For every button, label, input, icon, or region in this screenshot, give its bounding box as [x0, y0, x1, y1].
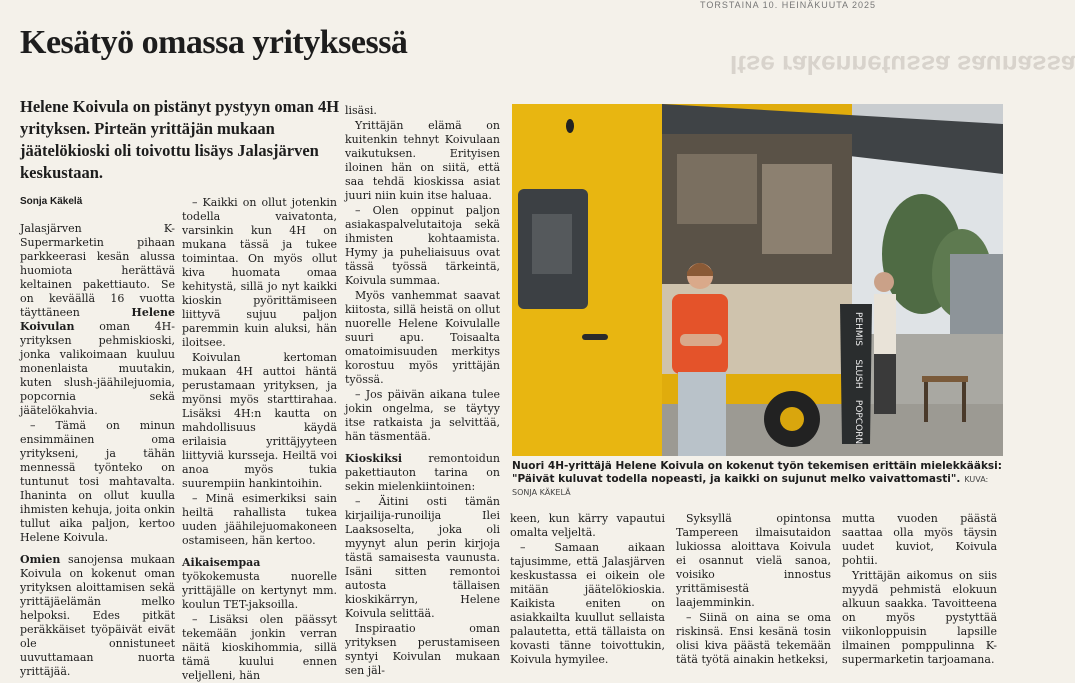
- article-headline: Kesätyö omassa yrityksessä: [20, 24, 408, 61]
- paragraph: Jalasjärven K-Supermarketin pihaan parkkeerasi kesän alussa huomiota herättävä keltainen pakettiauto. Se on keväällä 16 vuotta täyttäneen Helene Koivulan oman 4H-yrityksen pehmiskioski, jonka valikoimaan kuuluu monenlaista muutakin, kuten slush-jäähilejuomia, popcornia sekä jäätelökahvia.: [20, 222, 175, 417]
- article-byline: Sonja Käkelä: [20, 196, 83, 207]
- paragraph: Yrittäjän elämä on kuitenkin tehnyt Koivulaan vaikutuksen. Erityisen iloinen hän on siitä, että saa tehdä kioskissa asiat juuri niin kuin itse haluaa.: [345, 119, 500, 202]
- paragraph: Yrittäjän aikomus on siis myydä pehmistä elokuun alkuun saakka. Tavoitteena on myös pystyttää viikonloppuisin lapsille ilmainen pomppulinna K-supermarketin tarjoamana.: [842, 569, 997, 666]
- paragraph: Omien sanojensa mukaan Koivula on kokenut oman yrityksen aloittamisen sekä yrittäjäelämän melko helpoksi. Edes pitkät peräkkäiset työpäivät eivät ole onnistuneet uuvuttamaan nuorta yrittäjää.: [20, 553, 175, 678]
- paragraph: – Lisäksi olen päässyt tekemään jonkin verran näitä kioskihommia, sillä tämä kuului ennen veljelleni, hän: [182, 613, 337, 682]
- bleed-through-heading: Itse rakennetussa saunassa: [730, 50, 1075, 80]
- paragraph: Myös vanhemmat saavat kiitosta, sillä heistä on ollut nuorelle Helene Koivulalle suuri apu. Toisaalta omatoimisuuden merkitys korostuu myös yrittäjän työssä.: [345, 289, 500, 386]
- paragraph: Kioskiksi remontoidun pakettiauton tarina on sekin mielenkiintoinen:: [345, 452, 500, 493]
- article-photo: [512, 104, 1003, 456]
- paragraph: – Siinä on aina se oma riskinsä. Ensi kesänä tosin olisi kiva päästä tekemään tätä työtä ainakin hetkeksi,: [676, 611, 831, 666]
- article-column-6: [842, 512, 997, 666]
- article-column-3: [345, 104, 500, 677]
- paragraph: keen, kun kärry vapautui omalta veljeltä.: [510, 512, 665, 539]
- sign-text: PEHMIS: [853, 311, 863, 347]
- paragraph: – Jos päivän aikana tulee jokin ongelma, se täytyy itse ratkaista ja selvittää, hän täsmentää.: [345, 388, 500, 443]
- sign-text: SLUSH: [853, 359, 863, 389]
- paragraph: Syksyllä opintonsa Tampereen ilmaisutaidon lukiossa aloittava Koivula ei osannut vielä sanoa, voisiko innostus yrittämisestä laajemminkin.: [676, 512, 831, 609]
- article-column-4: [510, 512, 665, 666]
- article-column-2: [182, 196, 337, 682]
- paragraph: – Olen oppinut paljon asiakaspalvelutaitoja sekä ihmisten kohtaamista. Hymy ja puheliaisuus ovat tässä työssä tärkeintä, Koivula summaa.: [345, 204, 500, 287]
- food-truck-illustration: [512, 104, 1003, 456]
- photo-caption: Nuori 4H-yrittäjä Helene Koivula on kokenut työn tekemisen erittäin mielekkääksi: "Päivät kuluvat todella nopeasti, ja kaikki on sujunut melko vaivattomasti". KUVA: SONJA KÄKELÄ: [512, 460, 1002, 497]
- paragraph: Aikaisempaa työkokemusta nuorelle yrittäjälle on kertynyt mm. koulun TET-jaksoilla.: [182, 556, 337, 611]
- article-lead: Helene Koivula on pistänyt pystyyn oman 4H yrityksen. Pirteän yrittäjän mukaan jäätelökioski oli toivottu lisäys Jalasjärven keskustaan.: [20, 97, 340, 182]
- paragraph: mutta vuoden päästä saattaa olla myös täysin uudet kuviot, Koivula pohtii.: [842, 512, 997, 567]
- sign-text: POPCORN: [853, 399, 863, 445]
- paragraph: – Äitini osti tämän kirjailija-runoilija Ilei Laaksoselta, joka oli myynyt alun perin kirjoja tästä samaisesta vaunusta. Isäni sitten remontoi autosta tällaisen kioskikärryn, Helene Koivula selittää.: [345, 495, 500, 620]
- article-column-5: [676, 512, 831, 666]
- photo-credit: KUVA: SONJA KÄKELÄ: [512, 475, 989, 497]
- paragraph: – Kaikki on ollut jotenkin todella vaivatonta, varsinkin kun 4H on mukana tässä ja tukee toimintaa. On myös ollut kiva huomata omaa kehitystä, sillä jo nyt kaikki kioskin pyörittämiseen liittyvä sujuu paljon paremmin kuin aluksi, hän iloitsee.: [182, 196, 337, 349]
- paragraph: – Minä esimerkiksi sain heiltä rahallista tukea uuden jäähilejuomakoneen ostamiseen, hän kertoo.: [182, 492, 337, 547]
- paragraph: – Samaan aikaan tajusimme, että Jalasjärven keskustassa ei oikein ole mitään jäätelökioskia. Kaikista eniten on asiakkailta kuullut sellaista palautetta, että tällaista on kovasti tänne toivottukin, Koivula hymyilee.: [510, 541, 665, 666]
- page-masthead: TORSTAINA 10. HEINÄKUUTA 2025: [700, 0, 877, 10]
- paragraph: lisäsi.: [345, 104, 377, 117]
- paragraph: Koivulan kertoman mukaan 4H auttoi häntä perustamaan yrityksen, ja myönsi myös starttirahaa. Lisäksi 4H:n kautta on mahdollisuus käydä erilaisia yrittäjyyteen liittyviä kursseja. Heiltä voi anoa myös tukia suurempiin hankintoihin.: [182, 351, 337, 490]
- paragraph: Inspiraatio oman yrityksen perustamiseen syntyi Koivulan mukaan sen jäl-: [345, 622, 500, 677]
- article-column-1: [20, 222, 176, 678]
- paragraph: – Tämä on minun ensimmäinen oma yritykseni, ja tähän mennessä työnteko on tuntunut tosi mahtavalta. Ihaninta on ollut kuulla ihmisten kehuja, joita onkin tullut aika paljon, kertoo Helene Koivula.: [20, 419, 176, 544]
